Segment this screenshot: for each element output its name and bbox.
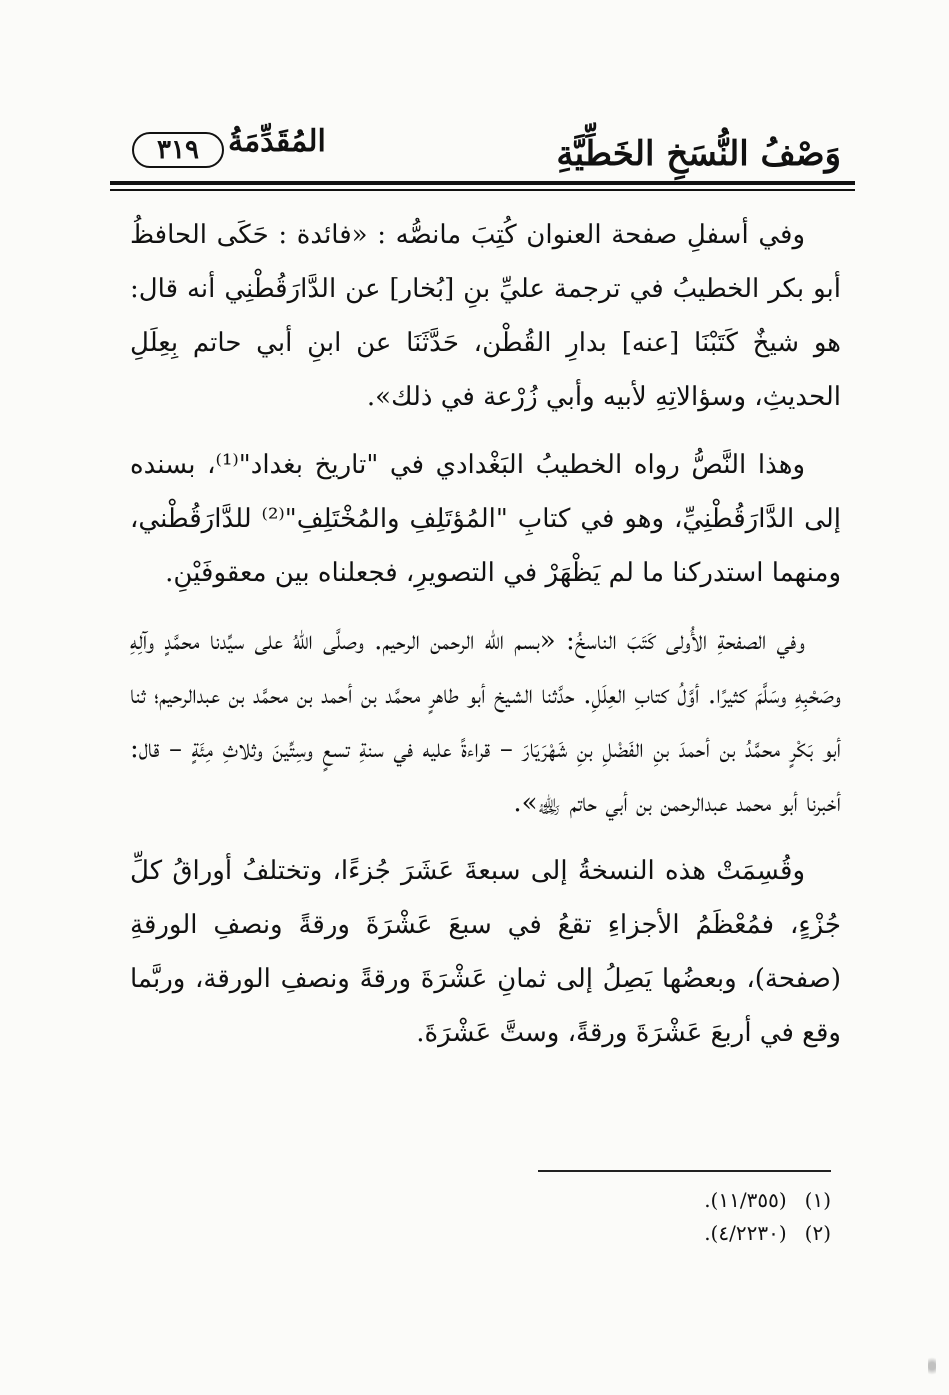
footnote-text: (٤/٢٢٣٠). xyxy=(704,1221,787,1245)
scan-speck xyxy=(928,1352,936,1380)
footnote-marker: (١) xyxy=(804,1188,831,1212)
paragraph-source-note: وهذا النَّصُّ رواه الخطيبُ البَغْدادي في "تاريخ بغداد"⁽¹⁾، بسنده إلى الدَّارَقُطْنِيِّ، وهو في كتابِ "المُؤتَلِفِ والمُخْتَلِفِ"⁽²⁾ للدَّارَقُطْني، ومنهما استدركنا ما لم يَظْهَرْ في التصويرِ، فجعلناه بين معقوفَيْنِ. xyxy=(130,450,841,588)
footnote-1 xyxy=(431,1184,831,1217)
paragraph-volume-division: وقُسِمَتْ هذه النسخةُ إلى سبعةَ عَشَرَ جُزءًا، وتختلفُ أوراقُ كلِّ جُزْءٍ، فمُعْظَمُ الأجزاءِ تقعُ في سبعَ عَشْرَةَ ورقةً ونصفِ الورقةِ (صفحة)، وبعضُها يَصِلُ إلى ثمانِ عَشْرَةَ ورقةً ونصفِ الورقة، وربَّما وقع في أربعَ عَشْرَةَ ورقةً، وستَّ عَشْرَةَ. xyxy=(130,856,841,1048)
section-title: المُقَدِّمَةُ xyxy=(228,124,326,159)
paragraph-first-page: وفي الصفحةِ الأُولى كَتَبَ الناسخُ: «بسم الله الرحمن الرحيم. وصلَّى اللهُ على سيِّدنا محمَّدٍ وآلِهِ وصَحْبِهِ وسَلَّمَ كثيرًا. أوَّلُ كتابِ العِلَلِ. حدَّثنا الشيخ أبو طاهرٍ محمَّد بن أحمد بن محمَّد بن عبدالرحيم؛ ثنا أبو بَكْرٍ محمَّدُ بن أحمدَ بنِ الفَضْلِ بنِ شَهْرَيَارَ – قراءةً عليه في سنةِ تسعٍ وسِتِّينَ وثلاثِ مِئَةٍ – قال: أخبرنا أبو محمد عبدالرحمن بن أبي حاتم ﵀». xyxy=(130,626,841,818)
header-rule-thick xyxy=(110,181,855,185)
footnote-separator xyxy=(538,1170,831,1172)
page-number: ٣١٩ xyxy=(157,135,199,165)
header-rule-thin xyxy=(110,189,855,191)
paragraph-title-page-note: وفي أسفلِ صفحة العنوان كُتِبَ مانصُّه : «فائدة : حَكَى الحافظُ أبو بكر الخطيبُ في ترجمة عليِّ بنِ [بُخار] عن الدَّارَقُطْنِي أنه قال: هو شيخٌ كَتَبْنَا [عنه] بدارِ القُطْن، حَدَّثَنَا عن ابنِ أبي حاتم بِعِلَلِ الحديثِ، وسؤالاتِهِ لأبيه وأبي زُرْعة في ذلك». xyxy=(130,220,841,412)
footnote-2 xyxy=(431,1217,831,1250)
body-text xyxy=(130,208,841,1074)
running-title: وَصْفُ النُّسَخِ الخَطِّيَّةِ xyxy=(556,134,841,174)
footnote-text: (١١/٣٥٥). xyxy=(704,1188,787,1212)
footnotes xyxy=(431,1184,831,1250)
page-number-badge xyxy=(132,132,224,168)
footnote-marker: (٢) xyxy=(804,1221,831,1245)
